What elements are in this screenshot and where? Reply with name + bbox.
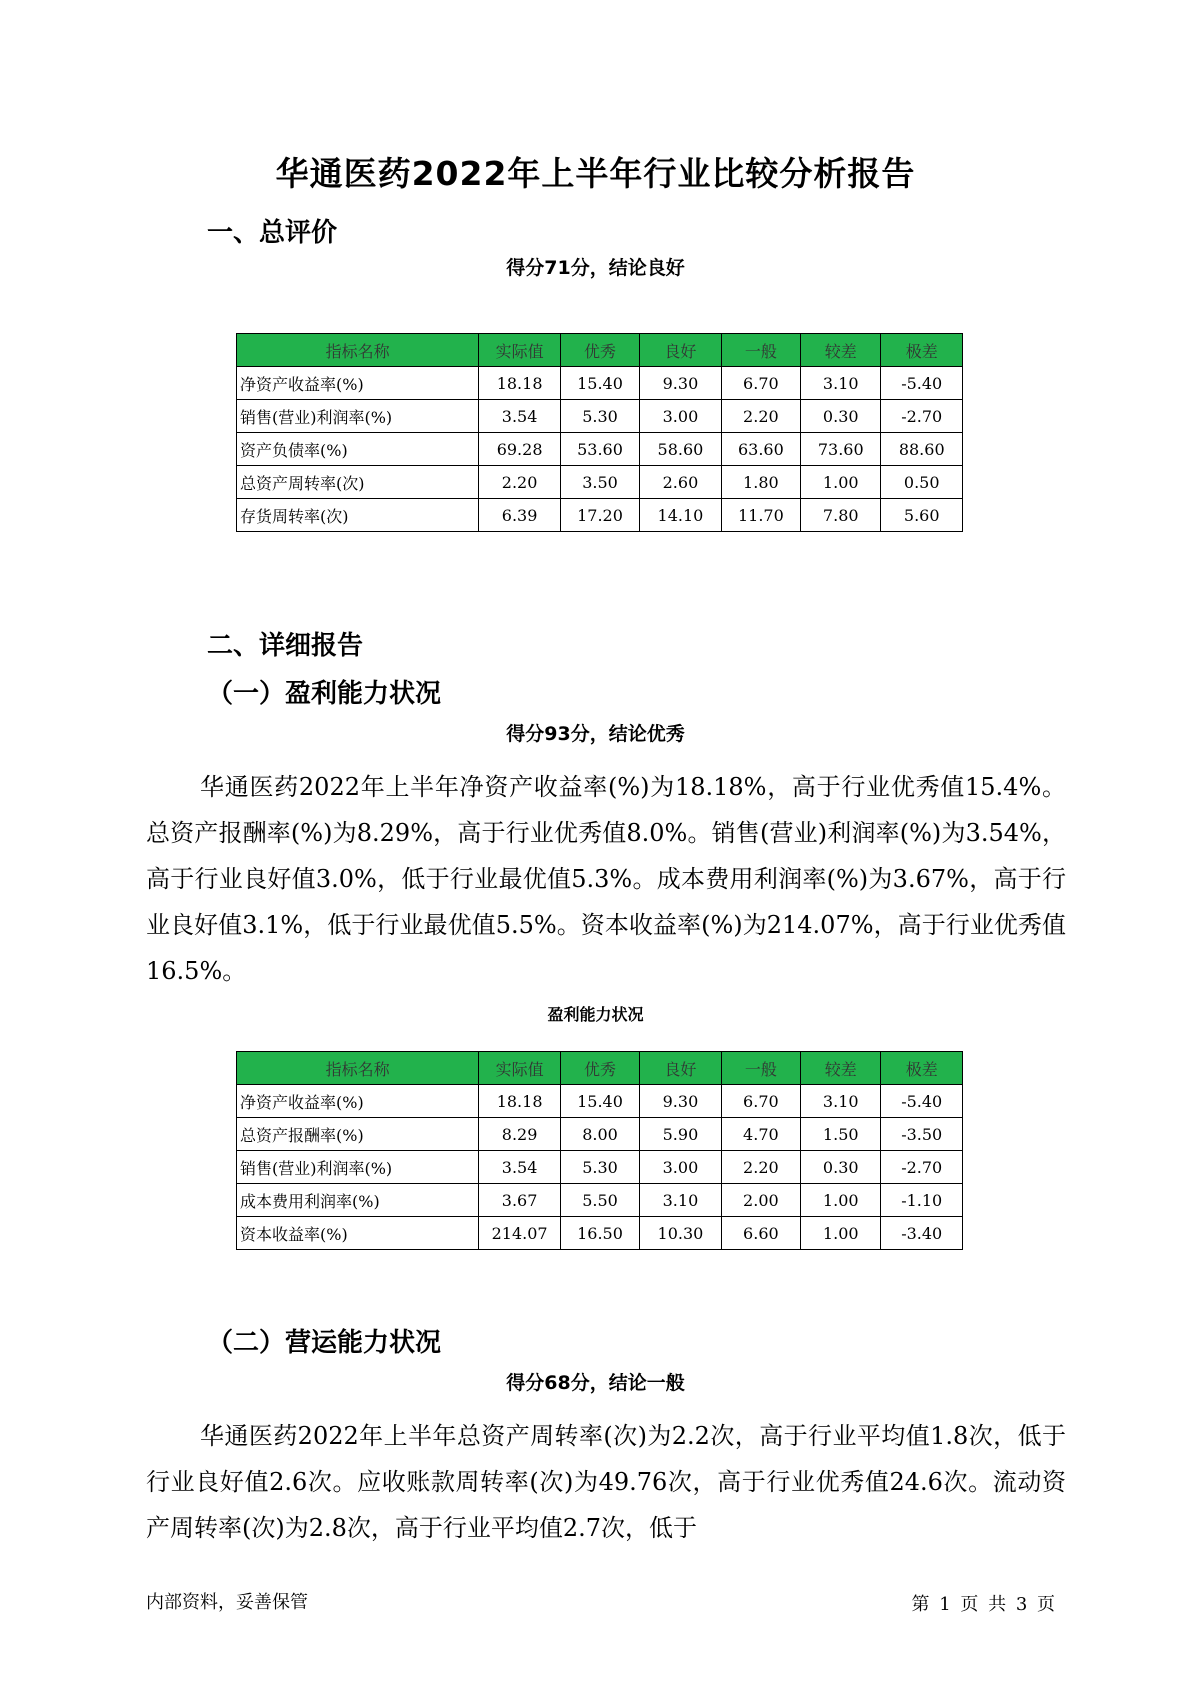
value-cell: -3.40 — [881, 1217, 963, 1250]
value-cell: 5.30 — [560, 1151, 639, 1184]
value-cell: 3.50 — [560, 466, 639, 499]
operation-score-line: 得分68分，结论一般 — [506, 1372, 685, 1394]
value-cell: 18.18 — [479, 1085, 561, 1118]
header-cell: 极差 — [881, 334, 963, 367]
value-cell: 0.30 — [801, 400, 881, 433]
subsection-heading-profit: （一）盈利能力状况 — [207, 679, 442, 709]
value-cell: 5.50 — [560, 1184, 639, 1217]
profit-paragraph: 华通医药2022年上半年净资产收益率(%)为18.18%，高于行业优秀值15.4%。总资产报酬率(%)为8.29%，高于行业优秀值8.0%。销售(营业)利润率(%)为3.54%，高于行业良好值3.0%，低于行业最优值5.3%。成本费用利润率(%)为3.67%，高于行业良好值3.1%，低于行业最优值5.5%。资本收益率(%)为214.07%，高于行业优秀值16.5%。 — [146, 773, 1066, 985]
value-cell: 88.60 — [881, 433, 963, 466]
value-cell: 53.60 — [560, 433, 639, 466]
indicator-name-cell: 净资产收益率(%) — [237, 1085, 479, 1118]
value-cell: -2.70 — [881, 1151, 963, 1184]
table-row — [237, 400, 963, 433]
indicator-name-cell: 资产负债率(%) — [237, 433, 479, 466]
header-cell: 实际值 — [479, 334, 561, 367]
header-cell: 指标名称 — [237, 1052, 479, 1085]
value-cell: 3.00 — [640, 400, 722, 433]
header-cell: 优秀 — [560, 1052, 639, 1085]
value-cell: 3.67 — [479, 1184, 561, 1217]
operation-paragraph: 华通医药2022年上半年总资产周转率(次)为2.2次，高于行业平均值1.8次，低于行业良好值2.6次。应收账款周转率(次)为49.76次，高于行业优秀值24.6次。流动资产周转率(次)为2.8次，高于行业平均值2.7次，低于 — [146, 1422, 1066, 1542]
value-cell: 9.30 — [640, 1085, 722, 1118]
header-cell: 指标名称 — [237, 334, 479, 367]
value-cell: 69.28 — [479, 433, 561, 466]
value-cell: 214.07 — [479, 1217, 561, 1250]
value-cell: 10.30 — [640, 1217, 722, 1250]
value-cell: 73.60 — [801, 433, 881, 466]
value-cell: -3.50 — [881, 1118, 963, 1151]
header-cell: 实际值 — [479, 1052, 561, 1085]
value-cell: 3.10 — [801, 1085, 881, 1118]
value-cell: 1.00 — [801, 466, 881, 499]
page-title: 华通医药2022年上半年行业比较分析报告 — [275, 154, 916, 193]
table-row — [237, 433, 963, 466]
header-cell: 良好 — [640, 334, 722, 367]
indicator-name-cell: 销售(营业)利润率(%) — [237, 400, 479, 433]
table-row — [237, 1151, 963, 1184]
value-cell: 8.00 — [560, 1118, 639, 1151]
value-cell: 2.20 — [479, 466, 561, 499]
value-cell: 3.54 — [479, 400, 561, 433]
value-cell: 18.18 — [479, 367, 561, 400]
value-cell: 3.54 — [479, 1151, 561, 1184]
value-cell: 16.50 — [560, 1217, 639, 1250]
value-cell: 0.50 — [881, 466, 963, 499]
value-cell: 4.70 — [721, 1118, 800, 1151]
header-cell: 一般 — [721, 1052, 800, 1085]
value-cell: 5.60 — [881, 499, 963, 532]
value-cell: 17.20 — [560, 499, 639, 532]
value-cell: 2.60 — [640, 466, 722, 499]
indicator-name-cell: 资本收益率(%) — [237, 1217, 479, 1250]
table-row — [237, 466, 963, 499]
value-cell: 1.00 — [801, 1217, 881, 1250]
table-row — [237, 499, 963, 532]
table-row — [237, 1184, 963, 1217]
value-cell: 1.50 — [801, 1118, 881, 1151]
value-cell: 8.29 — [479, 1118, 561, 1151]
value-cell: 11.70 — [721, 499, 800, 532]
value-cell: 0.30 — [801, 1151, 881, 1184]
value-cell: -5.40 — [881, 367, 963, 400]
section-heading-overall: 一、总评价 — [207, 218, 338, 248]
indicator-name-cell: 成本费用利润率(%) — [237, 1184, 479, 1217]
header-cell: 一般 — [721, 334, 800, 367]
value-cell: 15.40 — [560, 1085, 639, 1118]
indicator-name-cell: 销售(营业)利润率(%) — [237, 1151, 479, 1184]
header-cell: 极差 — [881, 1052, 963, 1085]
overall-table — [236, 333, 963, 532]
header-cell: 优秀 — [560, 334, 639, 367]
value-cell: 58.60 — [640, 433, 722, 466]
indicator-name-cell: 存货周转率(次) — [237, 499, 479, 532]
value-cell: 1.80 — [721, 466, 800, 499]
overall-score-line: 得分71分，结论良好 — [506, 257, 685, 279]
footer-confidential-note: 内部资料，妥善保管 — [146, 1592, 308, 1613]
subsection-heading-operation: （二）营运能力状况 — [207, 1328, 442, 1358]
value-cell: 6.39 — [479, 499, 561, 532]
profit-table-caption: 盈利能力状况 — [547, 1005, 644, 1024]
value-cell: 3.10 — [801, 367, 881, 400]
value-cell: 7.80 — [801, 499, 881, 532]
table-header-row — [237, 1052, 963, 1085]
indicator-name-cell: 总资产报酬率(%) — [237, 1118, 479, 1151]
value-cell: 5.90 — [640, 1118, 722, 1151]
profit-table — [236, 1051, 963, 1250]
value-cell: 1.00 — [801, 1184, 881, 1217]
value-cell: -2.70 — [881, 400, 963, 433]
header-cell: 较差 — [801, 1052, 881, 1085]
value-cell: 9.30 — [640, 367, 722, 400]
value-cell: 6.70 — [721, 367, 800, 400]
value-cell: 3.00 — [640, 1151, 722, 1184]
table-row — [237, 1118, 963, 1151]
value-cell: 6.70 — [721, 1085, 800, 1118]
value-cell: -1.10 — [881, 1184, 963, 1217]
header-cell: 良好 — [640, 1052, 722, 1085]
header-cell: 较差 — [801, 334, 881, 367]
footer-page-number: 第 1 页 共 3 页 — [911, 1594, 1055, 1615]
value-cell: -5.40 — [881, 1085, 963, 1118]
profit-score-line: 得分93分，结论优秀 — [506, 723, 685, 745]
section-heading-detail: 二、详细报告 — [207, 631, 364, 661]
value-cell: 63.60 — [721, 433, 800, 466]
value-cell: 2.20 — [721, 400, 800, 433]
value-cell: 2.00 — [721, 1184, 800, 1217]
table-row — [237, 367, 963, 400]
indicator-name-cell: 总资产周转率(次) — [237, 466, 479, 499]
table-row — [237, 1085, 963, 1118]
value-cell: 2.20 — [721, 1151, 800, 1184]
value-cell: 14.10 — [640, 499, 722, 532]
table-row — [237, 1217, 963, 1250]
value-cell: 15.40 — [560, 367, 639, 400]
table-header-row — [237, 334, 963, 367]
value-cell: 6.60 — [721, 1217, 800, 1250]
value-cell: 5.30 — [560, 400, 639, 433]
indicator-name-cell: 净资产收益率(%) — [237, 367, 479, 400]
value-cell: 3.10 — [640, 1184, 722, 1217]
